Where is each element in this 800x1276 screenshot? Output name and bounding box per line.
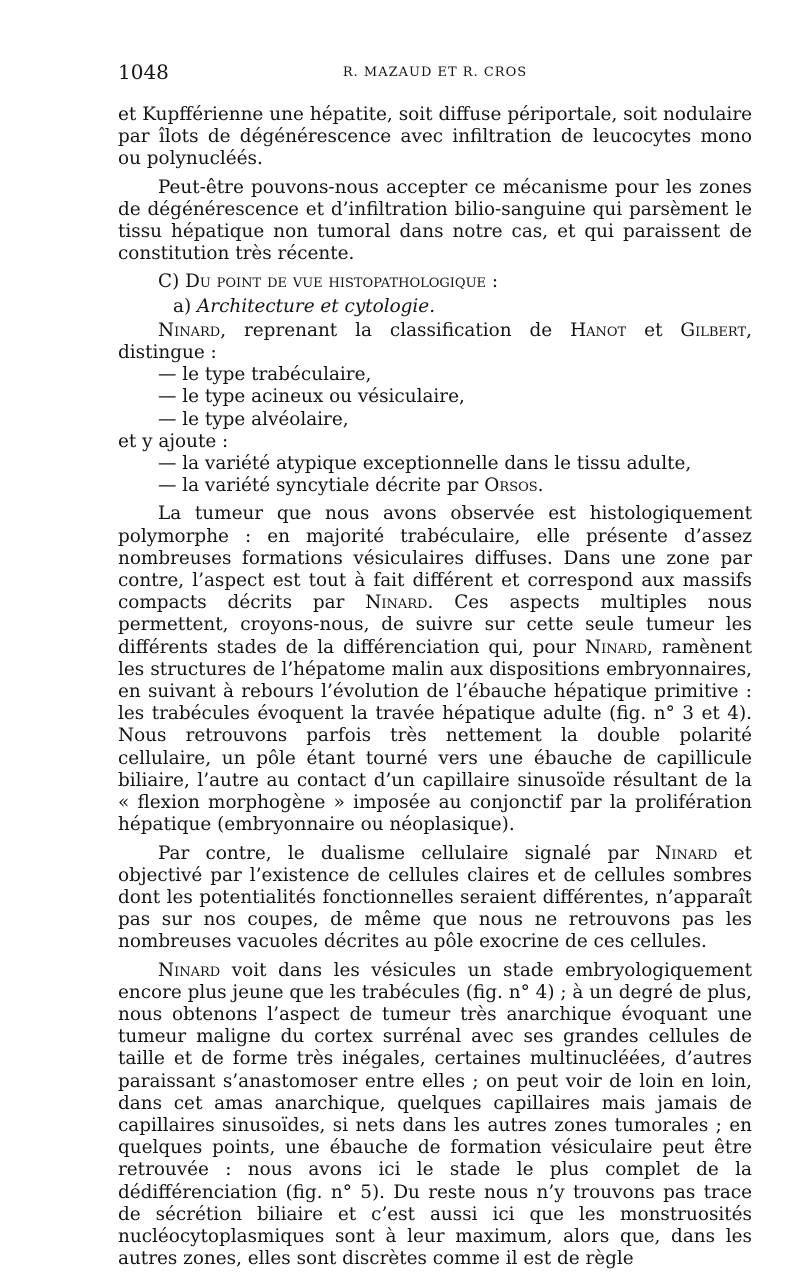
paragraph-5-text-c: ramènent les structures de l’hépatome malin aux dispositions embryonnaires, en suivant à rebours l’évolution de l’ébauche hépatique primitive : les trabécules évoquent la travée hépatique adulte (fig. n° 3 et 4). Nous retrouvons parfois très nettement la double polarité cellulaire, un pôle étant tourné vers une ébauche de capillicule biliaire, l’autre au contact d’un capillaire sinusoïde résultant de la « flexion morphogène » imposée au conjonctif par la prolifération hépatique (embryonnaire ou néoplasique). [118, 636, 752, 836]
paragraph-4: et y ajoute : [118, 430, 229, 452]
author-ninard: Ninard [158, 959, 221, 981]
list-item: — le type trabéculaire, [158, 364, 372, 386]
paragraph-3-text-3: distingue : [118, 342, 217, 364]
author-ninard: Ninard, [158, 319, 227, 341]
list-item: — la variété atypique exceptionnelle dans le tissu adulte, [158, 453, 692, 475]
page-header [118, 60, 752, 90]
paragraph-2: Peut-être pouvons-nous accepter ce mécanisme pour les zones de dégénérescence et d’infiltration bilio-sanguine qui parsèment le tissu hépatique non tumoral dans notre cas, et qui paraissent de constitution très récente. [118, 176, 752, 265]
author-ninard: Ninard [655, 842, 718, 864]
variety-text: — la variété syncytiale décrite par [158, 475, 485, 497]
varieties-list [118, 453, 752, 497]
paragraph-1: et Kupfférienne une hépatite, soit diffuse périportale, soit nodulaire par îlots de dégénérescence avec infiltration de leucocytes mono ou polynucléés. [118, 104, 752, 170]
body-text [118, 104, 752, 1276]
subsection-heading-a [173, 296, 752, 318]
paragraph-7 [118, 960, 752, 1271]
author-orsos: Orsos. [484, 475, 544, 497]
paragraph-3-text-2: et [626, 319, 681, 341]
author-ninard: Ninard. [365, 592, 434, 614]
list-item [158, 475, 752, 497]
author-hanot: Hanot [570, 319, 627, 341]
running-head: R. MAZAUD ET R. CROS [342, 65, 528, 80]
paragraph-3 [118, 320, 752, 364]
page-number: 1048 [118, 60, 169, 84]
paragraph-6-text-a: Par contre, le dualisme cellulaire signalé par [158, 842, 656, 864]
list-item: — le type acineux ou vésiculaire, [158, 386, 465, 408]
subsection-title: Architecture et cytologie. [197, 295, 436, 317]
section-heading-c: C) Du point de vue histopathologique : [158, 271, 499, 293]
paragraph-5 [118, 503, 752, 836]
author-ninard: Ninard, [584, 636, 654, 658]
author-gilbert: Gilbert, [680, 319, 752, 341]
list-item: — le type alvéolaire, [158, 408, 349, 430]
paragraph-5-text-a: La tumeur que nous avons observée est histologiquement polymorphe : en majorité trabéculaire, elle présente d’assez nombreuses formations vésiculaires diffuses. Dans une zone par contre, l’aspect est tout à fait différent et correspond aux massifs compacts décrits par [118, 503, 752, 614]
paragraph-3-text-1: reprenant la classification de [226, 319, 571, 341]
subsection-letter: a) [173, 295, 192, 317]
paragraph-6-text-b: et objectivé par l’existence de cellules claires et de cellules sombres dont les potentialités fonctionnelles seraient différentes, n’apparaît pas sur nos coupes, de même que nous ne retrouvons pas les nombreuses vacuoles décrites au pôle exocrine de ces cellules. [118, 842, 752, 953]
paragraph-7-text: voit dans les vésicules un stade embryologiquement encore plus jeune que les trabécules (fig. n° 4) ; à un degré de plus, nous obtenons l’aspect de tumeur très anarchique évoquant une tumeur maligne du cortex surrénal avec ses grandes cellules de taille et de forme très inégales, certaines multinucléées, d’autres paraissant s’anastomoser entre elles ; on peut voir de loin en loin, dans cet amas anarchique, quelques capillaires mais jamais de capillaires sinusoïdes, si nets dans les autres zones tumorales ; en quelques points, une ébauche de formation vésiculaire peut être retrouvée : nous avons ici le stade le plus complet de la dédifférenciation (fig. n° 5). Du reste nous n’y trouvons pas trace de sécrétion biliaire et c’est aussi ici que les monstruosités nucléocytoplasmiques sont à leur maximum, alors que, dans les autres zones, elles sont discrètes comme il est de règle [118, 959, 752, 1270]
paragraph-6 [118, 843, 752, 954]
types-list [118, 364, 752, 431]
paragraph-5-text-b: Ces aspects multiples nous permettent, croyons-nous, de suivre sur cette seule tumeur les différents stades de la différenciation qui, pour [118, 592, 752, 658]
